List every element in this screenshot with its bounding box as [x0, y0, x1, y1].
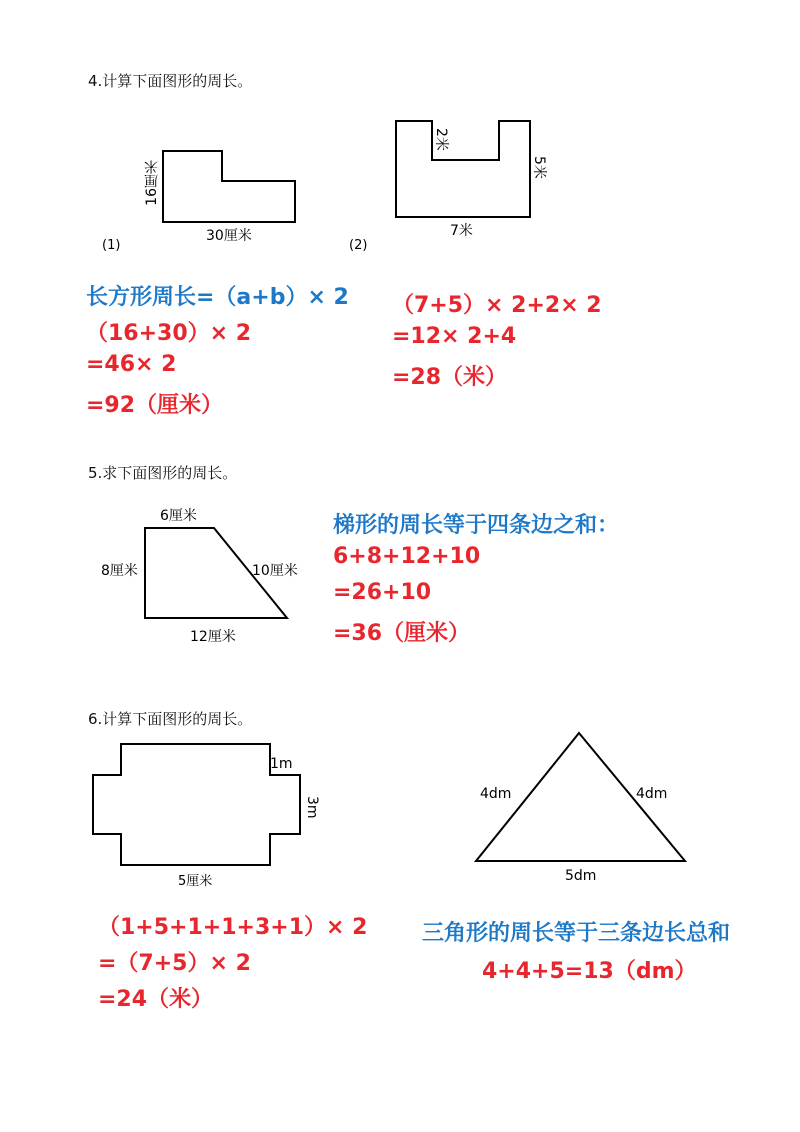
q4-sol2-line2: =12× 2+4: [392, 324, 517, 349]
q4-fig2-notch-label: 2米: [433, 128, 449, 151]
u-shape-outline: [396, 121, 530, 217]
q6-triangle-bottom-label: 5dm: [565, 868, 597, 884]
q5-sol-line2: =26+10: [333, 580, 432, 605]
q4-sol1-line2: =46× 2: [86, 352, 177, 377]
q6-triangle-right-label: 4dm: [636, 786, 668, 802]
q5-top-label: 6厘米: [160, 508, 197, 524]
q5-right-label: 10厘米: [252, 563, 298, 579]
q6-title: 6.计算下面图形的周长。: [88, 710, 253, 728]
q6-sol1-line1: （1+5+1+1+3+1）× 2: [98, 915, 368, 940]
l-shape-outline: [163, 151, 295, 222]
q6-sol2-formula: 三角形的周长等于三条边长总和: [422, 921, 731, 946]
q4-fig1-side-label: 16厘米: [144, 160, 160, 206]
q6-sol2-line1: 4+4+5=13（dm）: [482, 959, 697, 984]
q6-sol1-line2: =（7+5）× 2: [98, 951, 251, 976]
q4-fig2-side-label: 5米: [531, 156, 547, 179]
cross-outline: [93, 744, 300, 865]
q6-fig1-side-label: 3m: [304, 796, 320, 819]
q4-fig1-number: (1): [102, 238, 121, 253]
q6-sol1-line3: =24（米）: [98, 987, 214, 1012]
q4-sol2-line3: =28（米）: [392, 365, 508, 390]
q4-sol1-line1: （16+30）× 2: [86, 321, 252, 346]
q6-fig1-notch-label: 1m: [270, 756, 293, 772]
q6-fig1-bottom-label: 5厘米: [178, 874, 213, 889]
q4-figure-1: [160, 148, 300, 228]
q4-sol1-formula: 长方形周长=（a+b）× 2: [86, 285, 349, 310]
q5-sol-formula: 梯形的周长等于四条边之和：: [333, 513, 620, 538]
q5-bottom-label: 12厘米: [190, 629, 236, 645]
q4-sol1-line3: =92（厘米）: [86, 393, 224, 418]
q6-triangle-left-label: 4dm: [480, 786, 512, 802]
q5-sol-line1: 6+8+12+10: [333, 544, 481, 569]
q5-sol-line3: =36（厘米）: [333, 621, 471, 646]
q5-left-label: 8厘米: [101, 563, 138, 579]
q4-fig2-bottom-label: 7米: [450, 223, 473, 239]
q4-fig2-number: (2): [349, 238, 368, 253]
q4-title: 4.计算下面图形的周长。: [88, 72, 253, 90]
q4-fig1-bottom-label: 30厘米: [206, 228, 252, 244]
q4-figure-2: [393, 118, 533, 222]
q5-title: 5.求下面图形的周长。: [88, 464, 238, 482]
q4-sol2-line1: （7+5）× 2+2× 2: [392, 293, 602, 318]
